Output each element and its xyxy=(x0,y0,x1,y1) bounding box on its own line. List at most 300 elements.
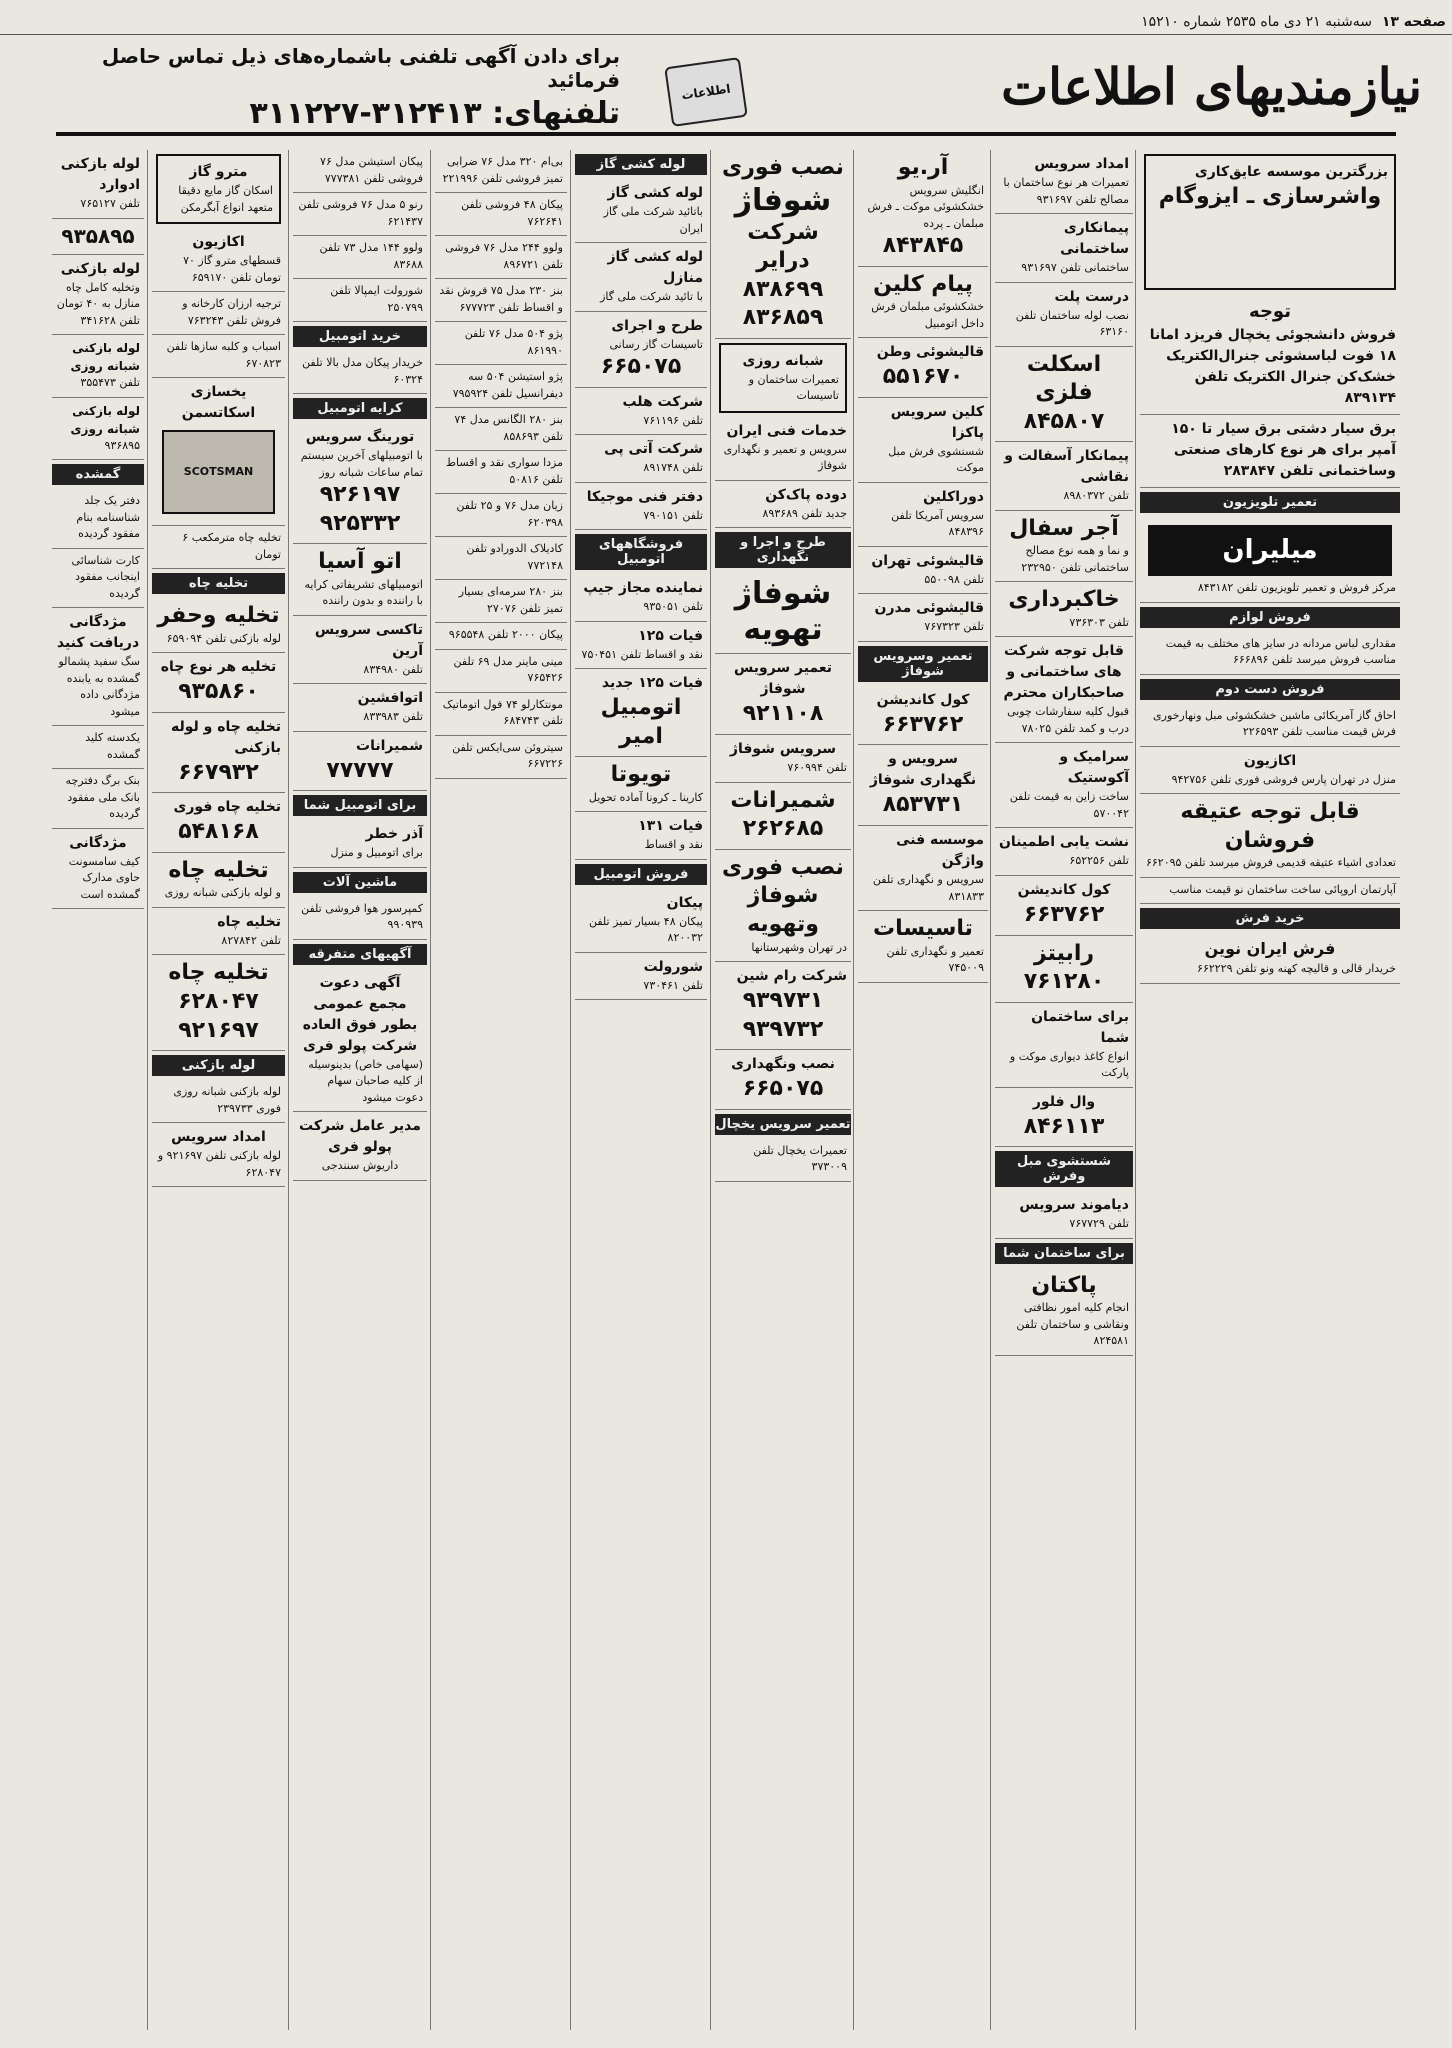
ad-heading: فرش ایران نوین xyxy=(1204,939,1336,959)
ad-leak-detection xyxy=(995,828,1133,876)
ad-phone: ۲۶۲۶۸۵ xyxy=(742,816,824,842)
ad-heading: دوراکلین xyxy=(923,488,984,505)
column-7 xyxy=(293,150,427,2030)
ad-text: تاسیسات گاز رسانی xyxy=(609,337,703,351)
phone-numbers: تلفنهای: ۳۱۲۴۱۳-۳۱۱۲۲۷ xyxy=(249,96,620,131)
ad-phone-2: ۹۳۹۷۳۲ xyxy=(742,1016,824,1042)
ad-heading: کول کاندیشن xyxy=(1017,881,1111,898)
ad-well-pipe xyxy=(152,713,285,794)
ad-heading: درست پلت xyxy=(1054,288,1129,305)
section-band-well: تخلیه چاه xyxy=(152,573,285,594)
ad-car-15 xyxy=(435,736,567,779)
ad-paykan xyxy=(575,889,707,953)
ad-heading: کول کاندیشن xyxy=(876,691,970,708)
ad-heading: آجر سفال xyxy=(1009,515,1119,541)
ad-text: قبول کلیه سفارشات چوبی درب و کمد تلفن ۷۸۰۲۵ xyxy=(1007,705,1129,735)
ad-clothing xyxy=(1140,632,1400,675)
ad-text: فروش دانشجوئی یخچال فریزد امانا ۱۸ فوت لباسشوئی جنرال‌الکتریک خشک‌کن جنرال الکتریک تلفن ۸۳۹۱۳۴ xyxy=(1149,327,1396,406)
ad-auto-1 xyxy=(293,150,427,193)
ad-heading: نصب فوری xyxy=(722,155,844,180)
ad-phone: ۶۲۸۰۴۷ xyxy=(178,989,259,1015)
ad-car-4 xyxy=(435,279,567,322)
ad-ceramic xyxy=(995,743,1133,828)
ad-text: پیکان استیشن مدل ۷۶ فروشی تلفن ۷۷۷۳۸۱ xyxy=(320,155,423,185)
ad-heading: پیکان xyxy=(666,894,703,911)
ad-appliance-sale xyxy=(1140,294,1400,415)
ad-phone: ۸۵۳۷۳۱ xyxy=(882,792,964,818)
ad-phone: ۹۳۵۸۹۵ xyxy=(61,223,135,248)
ad-heading: سرامیک و آکوستیک xyxy=(1059,749,1129,787)
ad-heading: پاکتان xyxy=(1031,1272,1097,1298)
ad-heading: لوله بازکنی شبانه روزی xyxy=(70,403,140,436)
column-rule xyxy=(147,150,148,2030)
ad-gas-piping xyxy=(575,179,707,243)
ad-diamond-service xyxy=(995,1191,1133,1239)
ad-car-8 xyxy=(435,451,567,494)
ad-heading: لوله بازکنی xyxy=(60,260,140,277)
ad-text: داریوش سنندجی xyxy=(321,1159,399,1173)
ad-heading: رابیتز xyxy=(1033,940,1095,966)
ad-headline: تخلیه چاه xyxy=(168,960,269,986)
ad-heading: فیات ۱۲۵ جدید xyxy=(601,675,703,692)
ad-text: (سهامی خاص) بدینوسیله از کلیه صاحبان سهام دعوت میشود xyxy=(308,1057,423,1104)
ad-heading: نصب ونگهداری xyxy=(731,1056,835,1073)
ad-heading: تخلیه چاه فوری xyxy=(173,799,281,816)
ad-heading: نصب فوری xyxy=(722,854,844,880)
ad-text: پیکان ۴۸ فروشی تلفن ۷۶۲۶۴۱ xyxy=(461,198,563,228)
ad-heating-service xyxy=(858,745,988,826)
ad-text: نقد و اقساط تلفن ۷۵۰۴۵۱ xyxy=(581,647,703,661)
section-band-car-dealers: فروشگاههای اتومبیل xyxy=(575,534,707,570)
ad-car-1 xyxy=(435,150,567,193)
ad-text: مقداری لباس مردانه در سایز های مختلف به قیمت مناسب فروش میرسد تلفن ۶۶۶۸۹۶ xyxy=(1165,636,1396,666)
ad-milliran xyxy=(1140,517,1400,603)
ad-heating-repair xyxy=(715,654,851,735)
ad-text: یکدسته کلید گمشده xyxy=(85,731,140,761)
section-band-gas: لوله کشی گاز xyxy=(575,154,707,175)
ad-text: تلفن ۶۵۲۲۵۶ xyxy=(1069,854,1129,868)
ad-meeting-notice xyxy=(293,969,427,1113)
ad-wall-floor xyxy=(995,1088,1133,1148)
ad-text: تلفن ۷۶۷۷۲۹ xyxy=(1069,1217,1129,1231)
ad-phone-2: ۹۲۵۳۳۲ xyxy=(319,510,401,536)
ad-car-13 xyxy=(435,650,567,693)
masthead-title: نیازمندیهای اطلاعات xyxy=(1001,57,1422,116)
ad-home-gas xyxy=(575,243,707,312)
ad-text: مزدا سواری نقد و اقساط تلفن ۵۰۸۱۶ xyxy=(445,456,563,486)
ad-heading: میلیران xyxy=(1148,525,1392,576)
ad-iran-technical xyxy=(715,417,851,481)
ad-text: انجام کلیه امور نظافتی ونقاشی و ساختمان تلفن ۸۲۴۵۸۱ xyxy=(1016,1301,1129,1348)
ad-well-6 xyxy=(152,955,285,1051)
ad-heading: تاکسی سرویس آرین xyxy=(314,621,423,659)
ad-well-24h xyxy=(152,853,285,908)
section-band-tv-repair: تعمیر تلویزیون xyxy=(1140,492,1400,513)
ad-heading: لوله کشی گاز منازل xyxy=(607,249,703,286)
ad-heading: تخلیه هر نوع چاه xyxy=(160,659,277,676)
ad-heading: شمیرانات xyxy=(730,787,836,813)
date-line: سه‌شنبه ۲۱ دی ماه ۲۵۳۵ شماره ۱۵۲۱۰ xyxy=(1141,14,1372,30)
masthead-rule xyxy=(56,132,1396,136)
ad-text: تعدادی اشیاء عتیقه قدیمی فروش میرسد تلفن ۶۶۲۰۹۵ xyxy=(1145,856,1396,870)
ad-text: منزل در تهران پارس فروشی فوری تلفن ۹۴۲۷۵۶ xyxy=(1171,772,1396,786)
ad-tehran-carpet xyxy=(858,547,988,595)
ad-apartment xyxy=(1140,878,1400,905)
ad-phone: ۸۴۶۱۱۳ xyxy=(1023,1113,1105,1139)
ad-heading: نماینده مجاز جیپ xyxy=(583,580,703,597)
ad-text: برای اتومبیل و منزل xyxy=(330,846,423,860)
ad-phone: ۵۵۱۶۷۰ xyxy=(882,364,964,390)
ad-text: قسطهای مترو گاز ۷۰ تومان تلفن ۶۵۹۱۷۰ xyxy=(183,254,281,284)
ad-heading: امداد سرویس xyxy=(1034,156,1129,172)
ad-text: انگلیش سرویس خشکشوئی موکت ـ فرش مبلمان ـ پرده xyxy=(867,183,984,230)
ad-text: سگ سفید پشمالو گمشده به یابنده مژدگانی داده میشود xyxy=(58,655,140,718)
ad-phone-2: ۸۳۶۸۵۹ xyxy=(742,305,824,331)
ad-pipe-2 xyxy=(52,255,144,336)
ad-touring-service xyxy=(293,423,427,544)
ad-heading: فیات ۱۲۵ xyxy=(638,627,703,644)
column-5 xyxy=(575,150,707,2030)
ad-occasion-2 xyxy=(152,228,285,292)
ad-text: تلفن ۸۹۸۰۳۷۲ xyxy=(1063,489,1129,503)
ad-heading: آر.یو xyxy=(897,155,949,180)
ad-heading: قالیشوئی تهران xyxy=(871,552,984,569)
ad-shemiranat-taxi xyxy=(293,732,427,792)
ad-heading: لوله کشی گاز xyxy=(607,185,703,201)
ad-heading: برای ساختمان شما xyxy=(1031,1008,1129,1046)
ad-soot-cleaner xyxy=(715,481,851,529)
section-band-heating: تعمیر وسرویس شوفاژ xyxy=(858,646,988,682)
ad-text: ترجیه ارزان کارخانه و فروش تلفن ۷۶۳۲۴۳ xyxy=(182,297,281,327)
ad-text: تلفن ۵۵۰۰۹۸ xyxy=(924,572,984,586)
column-rule xyxy=(710,150,711,2030)
ad-pipe-4 xyxy=(52,398,144,461)
ad-text: نصب لوله ساختمان تلفن ۶۳۱۶۰ xyxy=(1015,308,1129,338)
ad-headline: شوفاژ تهویه xyxy=(734,576,832,648)
section-band-cleaning: شستشوی مبل وفرش xyxy=(995,1151,1133,1187)
section-band-sale: فروش لوازم xyxy=(1140,607,1400,628)
brand-text: SCOTSMAN xyxy=(183,464,254,478)
ad-heading: موسسه فنی واژگن xyxy=(896,832,984,870)
ad-heading: طرح و اجرای xyxy=(611,317,703,334)
ad-heading: دفتر فنی موجیکا xyxy=(586,488,703,505)
ice-machine-image xyxy=(162,430,275,514)
ad-text: انواع کاغذ دیواری موکت و پارکت xyxy=(1009,1049,1129,1080)
ad-text: شورولت ایمپالا تلفن ۲۵۰۷۹۹ xyxy=(330,284,423,314)
ad-text: سیتروئن سی‌ایکس تلفن ۶۶۷۲۲۶ xyxy=(452,740,563,770)
ad-heating-ventilation xyxy=(715,572,851,654)
ad-heading: آذر خطر xyxy=(365,826,423,843)
ad-scotsman xyxy=(152,378,285,526)
ad-heading: آگهی دعوت xyxy=(319,974,401,991)
ad-auto-afshin xyxy=(293,684,427,732)
ad-text: ولوو ۲۴۴ مدل ۷۶ فروشی تلفن ۸۹۶۷۲۱ xyxy=(445,241,563,271)
ad-text: باتائید شرکت ملی گاز ایران xyxy=(603,205,703,235)
ad-emdad-pipe xyxy=(152,1123,285,1187)
section-band-design: طرح و اجرا و نگهداری xyxy=(715,532,851,568)
ad-text: ساختمانی تلفن ۹۳۱۶۹۷ xyxy=(1021,261,1129,274)
ad-phone: ۷۶۱۲۸۰ xyxy=(1023,969,1105,995)
ad-duraclean xyxy=(858,483,988,547)
column-2 xyxy=(995,150,1133,2030)
ad-heading: مژدگانی دریافت کنید xyxy=(56,614,140,651)
ad-text: تلفن ۷۹۰۱۵۱ xyxy=(643,508,703,522)
ad-heading: تعمیر سرویس شوفاژ xyxy=(733,660,833,698)
ad-text: مونتکارلو ۷۴ فول اتوماتیک تلفن ۶۸۴۷۴۳ xyxy=(442,697,563,727)
ad-heading: شرکت هلب xyxy=(622,393,703,410)
ad-heading: سرویس شوفاژ xyxy=(729,741,837,758)
ad-auto-4 xyxy=(293,279,427,322)
section-band-carpet: خرید فرش xyxy=(1140,908,1400,929)
ad-car-buyer xyxy=(293,351,427,394)
column-rule xyxy=(288,150,289,2030)
ad-text: بنز ۲۸۰ الگانس مدل ۷۴ تلفن ۸۵۸۶۹۳ xyxy=(454,413,563,443)
ad-heading: کلین سرویس پاکزا xyxy=(890,403,984,441)
column-3 xyxy=(858,150,988,2030)
ad-taxi-aryan xyxy=(293,616,427,685)
ad-heading: تخلیه چاه و لوله بازکنی xyxy=(171,718,281,756)
ad-text: با اتومبیلهای آخرین سیستم تمام ساعات شبانه روز xyxy=(300,449,423,479)
ad-24-hour xyxy=(719,343,847,413)
ad-payam-clean xyxy=(858,267,988,339)
section-band-fridge: تعمیر سرویس یخچال xyxy=(715,1114,851,1135)
ad-heading: اکازیون xyxy=(1243,752,1297,769)
ad-heading: قابل توجه شرکت های ساختمانی و صاحبکاران محترم xyxy=(1003,643,1125,702)
ad-phone: ۸۴۵۸۰۷ xyxy=(1023,408,1105,434)
ad-phone: ۸۳۸۶۹۹ xyxy=(742,276,824,302)
ad-heading: پیمانکار آسفالت و نقاشی xyxy=(1004,448,1129,486)
ad-text: بنز ۲۳۰ مدل ۷۵ فروش نقد و اقساط تلفن ۶۷۷۷۲۳ xyxy=(439,284,563,314)
ad-auto-2 xyxy=(293,193,427,236)
ad-text: تلفن ۹۳۵۰۵۱ xyxy=(643,600,703,614)
ad-phone: ۹۲۱۱۰۸ xyxy=(742,701,824,727)
ad-heading: پیام کلین xyxy=(873,271,973,297)
ad-text: و نما و همه نوع مصالح ساختمانی تلفن ۲۳۲۹۵۰ xyxy=(1021,544,1129,574)
page-label: صفحه ۱۳ xyxy=(1381,14,1446,30)
ad-text: پیکان ۴۸ بسیار تمیز تلفن ۸۲۰۰۳۲ xyxy=(588,914,703,945)
section-band-car-buy: خرید اتومبیل xyxy=(293,326,427,347)
ad-text: تلفن ۸۳۳۹۸۳ xyxy=(363,710,423,724)
ad-car-12 xyxy=(435,623,567,650)
section-band-machinery: ماشین آلات xyxy=(293,872,427,893)
ad-text: تلفن ۷۳۶۳۰۳ xyxy=(1069,615,1129,629)
ad-compressor xyxy=(293,897,427,940)
ad-well-quick xyxy=(152,793,285,853)
ad-vajgan xyxy=(858,826,988,911)
ad-phone: ۵۴۸۱۶۸ xyxy=(178,819,259,845)
ad-well-5 xyxy=(152,908,285,956)
ad-text: رنو ۵ مدل ۷۶ فروشی تلفن ۶۲۱۴۳۷ xyxy=(298,198,423,228)
ad-text: ساخت زاین به قیمت تلفن ۵۷۰۰۴۲ xyxy=(1009,790,1129,820)
ad-text: مینی ماینر مدل ۶۹ تلفن ۷۶۵۴۲۶ xyxy=(453,654,563,684)
ad-builders-notice xyxy=(995,637,1133,743)
ad-phone: ۶۶۷۹۳۲ xyxy=(178,759,259,785)
ad-car-7 xyxy=(435,408,567,451)
section-band-for-car: برای اتومبیل شما xyxy=(293,795,427,816)
ad-text: تعمیرات یخچال تلفن ۳۷۳۰۰۹ xyxy=(753,1143,847,1174)
ad-text: پژو استیشن ۵۰۴ سه دیفرانسیل تلفن ۷۹۵۹۲۴ xyxy=(452,370,563,400)
column-rule xyxy=(570,150,571,2030)
ad-cool-conditioning-2 xyxy=(858,686,988,746)
ad-steel-frame xyxy=(995,347,1133,443)
ad-phone: ۶۶۵۰۷۵ xyxy=(600,354,682,379)
ad-phone: ۶۶۳۷۶۲ xyxy=(1023,901,1105,927)
ad-car-10 xyxy=(435,537,567,580)
ad-text: کیف سامسونت حاوی مدارک گمشده است xyxy=(68,854,140,901)
ad-text: خریدار قالی و قالیچه کهنه ونو تلفن ۶۶۲۲۲۹ xyxy=(1197,962,1396,976)
ad-text: تلفن ۷۶۱۱۹۶ xyxy=(643,413,703,427)
ad-auto-3 xyxy=(293,236,427,279)
ad-headline: شوفاژ وتهویه xyxy=(747,883,819,937)
section-band-secondhand: فروش دست دوم xyxy=(1140,679,1400,700)
ad-phone: ۹۲۶۱۹۷ xyxy=(319,482,401,507)
ad-phone: ۶۶۵۰۷۵ xyxy=(742,1076,824,1102)
ad-lost-3 xyxy=(52,726,144,769)
ad-heading: فیات ۱۳۱ xyxy=(638,818,703,835)
ad-heading: خاکبرداری xyxy=(1008,587,1120,613)
ad-car-3 xyxy=(435,236,567,279)
ad-text: پیکان ۲۰۰۰ تلفن ۹۶۵۵۴۸ xyxy=(448,628,563,641)
ad-text: تلفن ۳۵۵۴۷۳ xyxy=(80,376,140,389)
ad-text: با تائید شرکت ملی گاز xyxy=(600,290,703,303)
section-band-car-sale: فروش اتومبیل xyxy=(575,864,707,885)
ad-mobile-power xyxy=(1140,415,1400,488)
ad-heading: اسکلت فلزی xyxy=(1026,351,1102,406)
ad-text: اسباب و کلبه سازها تلفن ۶۷۰۸۲۳ xyxy=(166,340,281,370)
ad-rabitz xyxy=(995,936,1133,1003)
ad-heading: سرویس و نگهداری شوفاژ xyxy=(869,751,977,789)
ad-paktan xyxy=(995,1268,1133,1356)
ad-text: جدید تلفن ۸۹۳۶۸۹ xyxy=(762,506,847,520)
logo-text: اطلاعات xyxy=(680,81,732,103)
ad-text: ۹۳۶۸۹۵ xyxy=(104,438,140,452)
ad-heading: قابل توجه عتیقه فروشان xyxy=(1180,799,1360,853)
ad-well-drill xyxy=(152,598,285,653)
ad-ru-english-service xyxy=(858,150,988,267)
ad-text: تلفن ۷۶۵۱۲۷ xyxy=(80,197,140,210)
ad-bricks xyxy=(995,511,1133,583)
ad-heading: اتو آسیا xyxy=(318,549,402,575)
column-rule xyxy=(430,150,431,2030)
ad-text: تلفن ۸۹۱۷۴۸ xyxy=(643,461,703,475)
ad-text: آپارتمان اروپائی ساخت ساختمان نو قیمت مناسب xyxy=(1169,882,1396,896)
ad-text: تلفن ۷۳۰۴۶۱ xyxy=(643,978,703,992)
ad-metro-gas xyxy=(156,154,281,224)
column-6 xyxy=(435,150,567,2030)
ad-headline: تخلیه وحفر xyxy=(157,603,280,628)
ad-fridge-repair xyxy=(715,1139,851,1182)
ad-headline: تخلیه چاه xyxy=(168,857,269,883)
section-band-building: برای ساختمان شما xyxy=(995,1243,1133,1264)
ad-company: شرکت درایر xyxy=(747,219,819,274)
ad-jeep-dealer xyxy=(575,574,707,622)
ad-car-5 xyxy=(435,322,567,365)
ad-stove xyxy=(1140,704,1400,747)
ad-fiat-125 xyxy=(575,622,707,670)
ad-car-9 xyxy=(435,494,567,537)
column-rule xyxy=(853,150,854,2030)
ad-text: اتومبیلهای تشریفاتی کرایه با راننده و بدون راننده xyxy=(304,577,423,608)
ad-heading: مدیر عامل شرکت پولو فری xyxy=(299,1118,421,1156)
ad-excavation xyxy=(995,582,1133,637)
column-8 xyxy=(152,150,285,2030)
ad-heading: تویوتا xyxy=(610,762,672,788)
ad-quick-install xyxy=(715,850,851,962)
ad-text: دفتر یک جلد شناسنامه بنام مفقود گردیده xyxy=(76,494,140,540)
ad-text: خریدار پیکان مدل بالا تلفن ۶۰۳۲۴ xyxy=(302,356,423,386)
ad-text: تلفن ۸۳۴۹۸۰ xyxy=(363,662,423,676)
ad-heading: توجه xyxy=(1249,301,1291,322)
ad-lost-1 xyxy=(52,489,144,549)
ad-heading: دوده پاک‌کن xyxy=(765,486,847,503)
ad-phone: ۷۷۷۷۷ xyxy=(326,757,394,783)
ad-antiques xyxy=(1140,794,1400,878)
ad-text: بنز ۲۸۰ سرمه‌ای بسیار تمیز تلفن ۲۷۰۷۶ xyxy=(458,585,563,615)
ad-heading: دیاموند سرویس xyxy=(1019,1197,1129,1214)
ad-drier-heating xyxy=(715,150,851,339)
ad-headline: اتومبیل امیر xyxy=(600,695,682,749)
ad-contractor xyxy=(995,214,1133,283)
section-band-misc: آگهیهای متفرقه xyxy=(293,944,427,965)
ad-heading: قالیشوئی مدرن xyxy=(874,600,984,617)
masthead xyxy=(802,42,1422,132)
ad-text: وتخلیه کامل چاه منازل به ۴۰ تومان تلفن ۳۴۱۶۲۸ xyxy=(56,280,140,327)
ad-insulation xyxy=(1144,154,1396,290)
ad-text: ولوو ۱۴۴ مدل ۷۳ تلفن ۸۳۶۸۸ xyxy=(319,241,423,271)
ad-heading: وال فلور xyxy=(1032,1093,1096,1110)
ad-heading: لوله بازکنی شبانه روزی xyxy=(70,341,140,373)
ad-text: سرویس آمریکا تلفن ۸۴۸۳۹۶ xyxy=(891,508,984,539)
ad-vatan-carpet xyxy=(858,338,988,398)
ad-toyota xyxy=(575,757,707,812)
ad-headline: شوفاژ xyxy=(734,182,832,218)
ad-phone: ۹۳۵۸۶۰ xyxy=(178,679,259,705)
ad-text: و لوله بازکنی شبانه روزی xyxy=(164,886,281,900)
ad-phone: ۶۶۳۷۶۲ xyxy=(882,711,964,737)
column-rule xyxy=(990,150,991,2030)
ad-carpet-buyer xyxy=(1140,933,1400,984)
newspaper-logo xyxy=(664,57,748,127)
ad-heading: پیمانکاری ساختمانی xyxy=(1060,220,1129,257)
ad-phone: ۹۳۹۷۳۱ xyxy=(742,988,824,1014)
section-band-car-rental: کرایه اتومبیل xyxy=(293,398,427,419)
ad-heading: نشت یابی اطمینان xyxy=(998,834,1129,851)
column-1 xyxy=(1140,150,1400,2030)
ad-reward xyxy=(52,608,144,726)
ad-text: کارینا ـ کرونا آماده تحویل xyxy=(588,790,703,804)
ad-text: شستشوی فرش مبل موکت xyxy=(888,444,984,475)
ad-clean-service xyxy=(858,398,988,483)
ad-heading: شرکت رام شین xyxy=(736,968,847,985)
ad-heading: شرکت آتی پی xyxy=(604,441,703,458)
ad-text: تعمیر و نگهداری تلفن ۷۴۵۰۰۹ xyxy=(886,944,984,975)
ad-installations xyxy=(858,911,988,983)
ad-heading: اکازیون xyxy=(192,234,245,250)
ad-text: بی‌ام ۳۲۰ مدل ۷۶ ضرابی تمیز فروشی تلفن ۲۲۱۹۹۶ xyxy=(442,155,563,185)
ad-edward-pipe xyxy=(52,150,144,219)
ad-heading: مژدگانی xyxy=(69,834,127,851)
section-band-pipe: لوله بازکنی xyxy=(152,1055,285,1076)
ad-text: برق سیار دشتی برق سیار تا ۱۵۰ آمپر برای هر نوع کارهای صنعتی وساختمانی تلفن ۲۸۳۸۴۷ xyxy=(1171,421,1396,479)
ad-phone-2: ۹۲۱۶۹۷ xyxy=(178,1017,259,1043)
ad-ram-shin xyxy=(715,962,851,1050)
column-4 xyxy=(715,150,851,2030)
ad-lost-4 xyxy=(52,769,144,829)
ad-pipe-24h xyxy=(152,1080,285,1123)
ad-text: کمپرسور هوا فروشی تلفن ۹۹۰۹۳۹ xyxy=(301,901,423,932)
ad-text: اسکان گاز مایع دقیقا متعهد انواع آبگرمکن xyxy=(178,184,273,214)
ad-text: احاق گاز آمریکائی ماشین خشکشوئی مبل ونهارخوری فرش قیمت مناسب تلفن ۲۲۶۵۹۳ xyxy=(1153,708,1396,738)
